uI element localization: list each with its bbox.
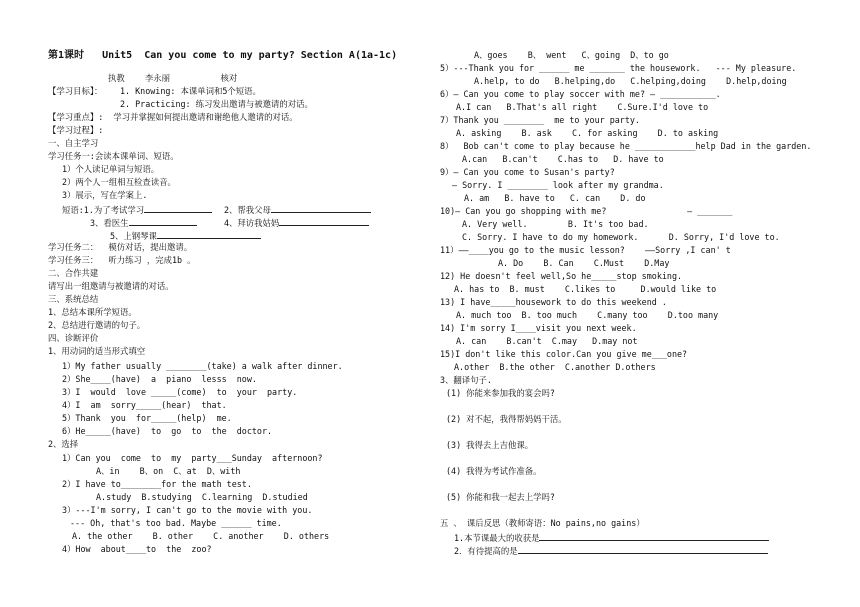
translation-1: (1) 你能来参加我的宴会吗? [446, 388, 555, 398]
phrase-5: 5、上钢琴课 [110, 229, 261, 242]
choice-4-options: A、goes B、 went C、going D、to go [474, 50, 669, 60]
choice-3-options: A. the other B. other C. another D. others [72, 531, 330, 541]
section-3-title: 三、系统总结 [48, 294, 99, 304]
task-1-step-3: 3）展示，写在学案上. [62, 190, 148, 200]
choice-12-options: A. has to B. must C.likes to D.would like to [454, 284, 717, 294]
reflection-title: 五 、 课后反思（教师寄语：No pains,no gains） [440, 518, 645, 528]
lesson-title: 第1课时 Unit5 Can you come to my party? Section A(1a-1c) [48, 50, 398, 61]
verb-item-1: 1）My father usually ________(take) a walk after dinner. [62, 361, 343, 371]
choice-1-options: A、in B、on C、at D、with [96, 466, 241, 476]
choice-11: 11）——____you go to the music lesson? ——Sorry ,I can' t [440, 245, 731, 255]
section-3-item-1: 1、总结本课所学短语。 [48, 307, 137, 317]
section-3-item-2: 2、总结进行邀请的句子。 [48, 320, 146, 330]
choice-15: 15)I don't like this color.Can you give me___one? [440, 349, 688, 359]
translation-title: 3、翻译句子. [440, 375, 492, 385]
translation-2: (2) 对不起，我得帮妈妈干活。 [446, 414, 567, 424]
choice-13: 13) I have_____housework to do this weekend . [440, 297, 667, 307]
task-3: 学习任务三： 听力练习 ，完成1b 。 [48, 255, 196, 265]
reflection-2: 2．有待提高的是 [454, 544, 768, 557]
task-2: 学习任务二： 模仿对话，提出邀请。 [48, 242, 193, 252]
section-4-part-1: 1、用动词的适当形式填空 [48, 346, 146, 356]
translation-5: (5) 你能和我一起去上学吗? [446, 492, 555, 502]
section-4-title: 四、诊断评价 [48, 333, 99, 343]
focus: 【学习重点】: 学习并掌握如何提出邀请和谢绝他人邀请的对话。 [48, 112, 298, 122]
verb-item-6: 6）He_____(have) to go to the doctor. [62, 426, 273, 436]
choice-5: 5）---Thank you for ______ me _______ the housework. --- My pleasure. [440, 63, 797, 73]
choice-6: 6）— Can you come to play soccer with me? — ___________. [440, 89, 721, 99]
verb-item-4: 4）I am sorry_____(hear) that. [62, 400, 227, 410]
goals-label: 【学习目标】： [48, 86, 103, 96]
translation-4: (4) 我得为考试作准备。 [446, 466, 542, 476]
choice-3: 3）---I'm sorry, I can't go to the movie with you. [62, 505, 313, 515]
choice-7: 7）Thank you ________ me to your party. [440, 115, 640, 125]
reflection-1: 1.本节课最大的收获是 [454, 531, 769, 544]
translation-3: (3) 我得去上吉他课。 [446, 440, 534, 450]
section-1-title: 一、自主学习 [48, 138, 99, 148]
choice-14: 14) I'm sorry I____visit you next week. [440, 323, 637, 333]
task-1: 学习任务一:会读本课单词、短语。 [48, 151, 179, 161]
section-2-text: 请写出一组邀请与被邀请的对话。 [48, 281, 174, 291]
choice-5-options: A.help, to do B.helping,do C.helping,doing D.help,doing [474, 76, 787, 86]
choice-14-options: A. can B.can't C.may D.may not [456, 336, 638, 346]
task-1-step-1: 1）个人读记单词与短语。 [62, 164, 160, 174]
choice-10-options-b: C. Sorry. I have to do my homework. D. Sorry, I'd love to. [462, 232, 780, 242]
goal-1: 1. Knowing: 本课单词和5个短语。 [120, 86, 261, 96]
choice-9-options: A. am B. have to C. can D. do [464, 193, 646, 203]
choice-10-options-a: A. Very well. B. It's too bad. [462, 219, 649, 229]
goal-2: 2. Practicing: 练习发出邀请与被邀请的对话。 [120, 99, 313, 109]
choice-15-options: A.other B.the other C.another D.others [454, 362, 656, 372]
choice-8: 8） Bob can't come to play because he ____________help Dad in the garden. [440, 141, 812, 151]
choice-12: 12) He doesn't feel well,So he_____stop smoking. [440, 271, 683, 281]
verb-item-3: 3）I would love _____(come) to your party. [62, 387, 298, 397]
choice-8-options: A.can B.can't C.has to D. have to [462, 154, 664, 164]
phrase-4: 4、拜访我姑妈 [224, 216, 369, 229]
choice-9: 9）— Can you come to Susan's party? [440, 167, 615, 177]
choice-7-options: A. asking B. ask C. for asking D. to asking [456, 128, 719, 138]
verb-item-2: 2）She____(have) a piano lesss now. [62, 374, 257, 384]
choice-11-options: A. Do B. Can C.Must D.May [498, 258, 670, 268]
choice-6-options: A.I can B.That's all right C.Sure.I'd love to [456, 102, 709, 112]
section-4-part-2: 2、选择 [48, 439, 79, 449]
authors: 执教 李永丽 核对 [108, 73, 238, 83]
choice-2-options: A.study B.studying C.learning D.studied [96, 492, 308, 502]
phrase-2: 2、帮我父母 [224, 203, 371, 216]
choice-2: 2）I have to________for the math test. [62, 479, 252, 489]
task-1-step-2: 2）两个人一组相互检查读音。 [62, 177, 176, 187]
choice-3-dialog: --- Oh, that's too bad. Maybe ______ time. [70, 518, 282, 528]
choice-1: 1）Can you come to my party___Sunday afternoon? [62, 453, 323, 463]
choice-4: 4）How about____to the zoo? [62, 544, 212, 554]
section-2-title: 二、合作共建 [48, 268, 99, 278]
choice-10: 10)— Can you go shopping with me? — _______ [440, 206, 733, 216]
choice-9-dialog: — Sorry. I ________ look after my grandma. [452, 180, 664, 190]
process-label: 【学习过程】: [48, 125, 104, 135]
choice-13-options: A. much too B. too much C.many too D.too many [456, 310, 719, 320]
verb-item-5: 5）Thank you for_____(help) me. [62, 413, 232, 423]
phrase-1: 短语:1.为了考试学习 [62, 203, 212, 216]
phrase-3: 3、看医生 [90, 216, 197, 229]
